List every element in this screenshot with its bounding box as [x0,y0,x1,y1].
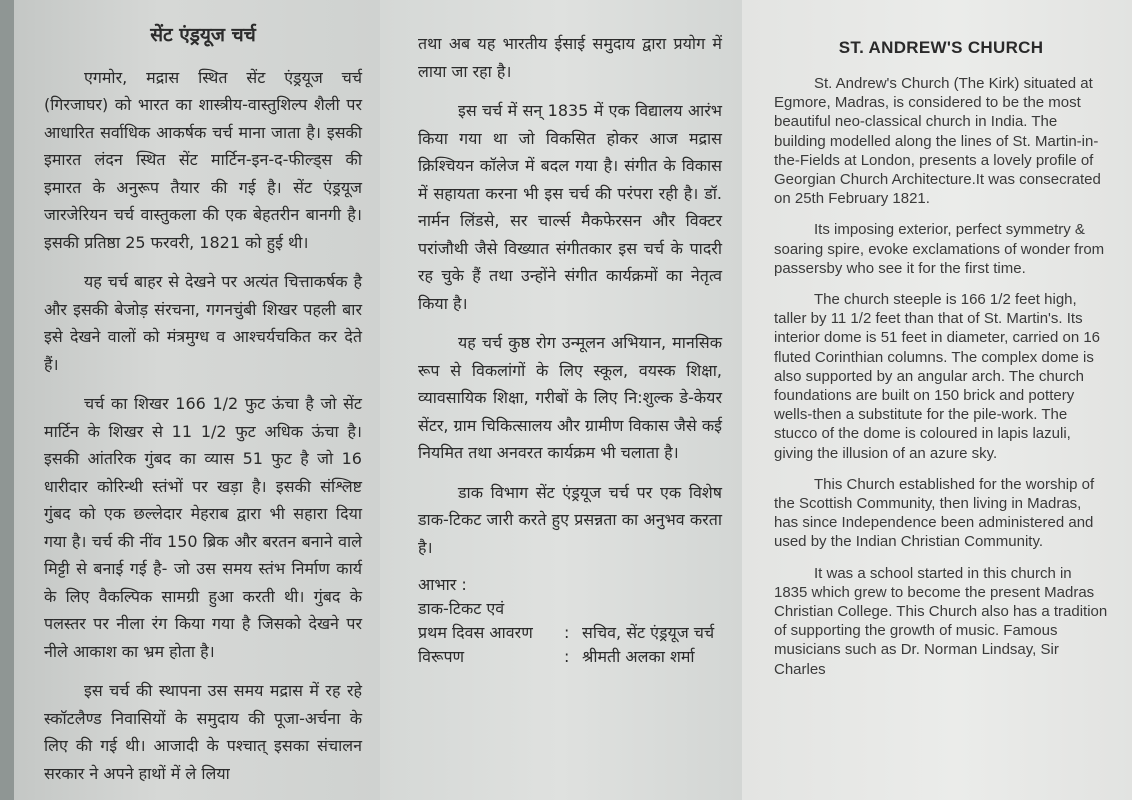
english-paragraph-3: The church steeple is 166 1/2 feet high, taller by 11 1/2 feet than that of St. Martin's. Its interior dome is 51 feet in diameter, carried on 16 fluted Corinthian columns. The complex dome is also supported by an angular arch. The church foundations are built on 150 brick and pottery wells-then a substitute for the pile-work. The stucco of the dome is coloured in lapis lazuli, giving the illusion of an azure sky. [774,291,1101,462]
hindi-paragraph-4: इस चर्च की स्थापना उस समय मद्रास में रह रहे स्कॉटलैण्ड निवासियों के समुदाय की पूजा-अर्चना के लिए की गई थी। आजादी के पश्चात् इसका संचालन सरकार ने अपने हाथों में ले लिया [44,681,362,783]
hindi-paragraph-1: एगमोर, मद्रास स्थित सेंट एंड्रयूज चर्च (गिरजाघर) को भारत का शास्त्रीय-वास्तुशिल्प शैली पर आधारित सर्वाधिक आकर्षक चर्च माना जाता है। इसकी इमारत लंदन स्थित सेंट मार्टिन-इन-द-फील्ड्स की इमारत के अनुरूप तैयार की गई है। सेंट एंड्रयूज जारजेरियन चर्च वास्तुकला की एक बेहतरीन बानगी है। इसकी प्रतिष्ठा 25 फरवरी, 1821 को हुई थी। [44,67,362,252]
english-paragraph-5: It was a school started in this church in 1835 which grew to become the present Madras Christian College. This Church also has a tradition of supporting the growth of music. Famous musicians such as Dr. Norman Lindsay, Sir Charles [774,564,1108,678]
acknowledgement-heading: आभार : [418,575,467,594]
middle-paragraph-1: तथा अब यह भारतीय ईसाई समुदाय द्वारा प्रयोग में लाया जा रहा है। [418,34,722,81]
middle-paragraph-3: यह चर्च कुष्ठ रोग उन्मूलन अभियान, मानसिक रूप से विकलांगों के लिए स्कूल, वयस्क शिक्षा, व्यावसायिक शिक्षा, गरीबों के लिए नि:शुल्क डे-केयर सेंटर, ग्राम चिकित्सालय और ग्रामीण विकास जैसे कई नियमित तथा अनवरत कार्यक्रम भी चलाता है। [418,333,722,462]
english-title: ST. ANDREW'S CHURCH [838,38,1044,57]
hindi-panel [14,0,380,800]
acknowledgement-value: श्रीमती अलका शर्मा [582,647,695,666]
english-paragraph-4: This Church established for the worship of the Scottish Community, then living in Madras, has since Independence been administered and used by the Indian Christian Community. [774,475,1095,551]
acknowledgement-label: विरूपण [418,647,465,666]
acknowledgement-line-1: डाक-टिकट एवं [418,599,505,618]
acknowledgement-value: सचिव, सेंट एंड्रयूज चर्च [582,623,715,642]
acknowledgement-label: प्रथम दिवस आवरण [418,623,533,642]
english-paragraph-1: St. Andrew's Church (The Kirk) situated at Egmore, Madras, is considered to be the most beautiful neo-classical church in India. The building modelled along the lines of St. Martin-in-the-Fields at London, presents a lovely profile of Georgian Church Architecture.It was consecrated on 25th February 1821. [774,75,1101,208]
middle-paragraph-4: डाक विभाग सेंट एंड्रयूज चर्च पर एक विशेष डाक-टिकट जारी करते हुए प्रसन्नता का अनुभव करता है। [418,482,722,557]
english-paragraph-2: Its imposing exterior, perfect symmetry & soaring spire, evoke exclamations of wonder from passersby who see it for the first time. [774,221,1105,277]
hindi-paragraph-2: यह चर्च बाहर से देखने पर अत्यंत चित्ताकर्षक है और इसकी बेजोड़ संरचना, गगनचुंबी शिखर पहली बार इसे देखने वालों को मंत्रमुग्ध व आश्चर्यचकित कर देते हैं। [44,272,362,374]
acknowledgement-block [418,573,722,669]
hindi-title: सेंट एंड्रयूज चर्च [150,24,256,46]
middle-paragraph-2: इस चर्च में सन् 1835 में एक विद्यालय आरंभ किया गया था जो विकसित होकर आज मद्रास क्रिश्चियन कॉलेज में बदल गया है। संगीत के विकास में सहायता करना भी इस चर्च की परंपरा रही है। डॉ. नार्मन लिंडसे, सर चार्ल्स मैकफेरसन और विक्टर परांजौथी जैसे विख्यात संगीतकार इस चर्च के पादरी रह चुके हैं तथा उन्होंने संगीत कार्यक्रमों का नेतृत्व किया है। [418,101,722,313]
english-panel [742,0,1132,800]
acknowledgement-line-3 [418,645,722,669]
hindi-paragraph-3: चर्च का शिखर 166 1/2 फुट ऊंचा है जो सेंट मार्टिन के शिखर से 11 1/2 फुट अधिक ऊंचा है। इसकी आंतरिक गुंबद का व्यास 51 फुट है जो 16 धारीदार कोरिन्थी स्तंभों पर खड़ा है। इसकी संश्लिष्ट गुंबद को एक छल्लेदार मेहराब द्वारा भी सहारा दिया गया है। चर्च की नींव 150 ब्रिक और बरतन बनाने वाले मिट्टी से बनाई गई है- जो उस समय स्तंभ निर्माण कार्य के लिए वैकल्पिक सामग्री हुआ करती थी। गुंबद के पलस्तर पर नीला रंग किया गया है जिसको देखने पर नीले आकाश का भ्रम होता है। [44,394,362,661]
middle-panel [380,0,742,800]
acknowledgement-separator: : [564,623,570,642]
acknowledgement-separator: : [564,647,570,666]
acknowledgement-line-2 [418,621,722,645]
